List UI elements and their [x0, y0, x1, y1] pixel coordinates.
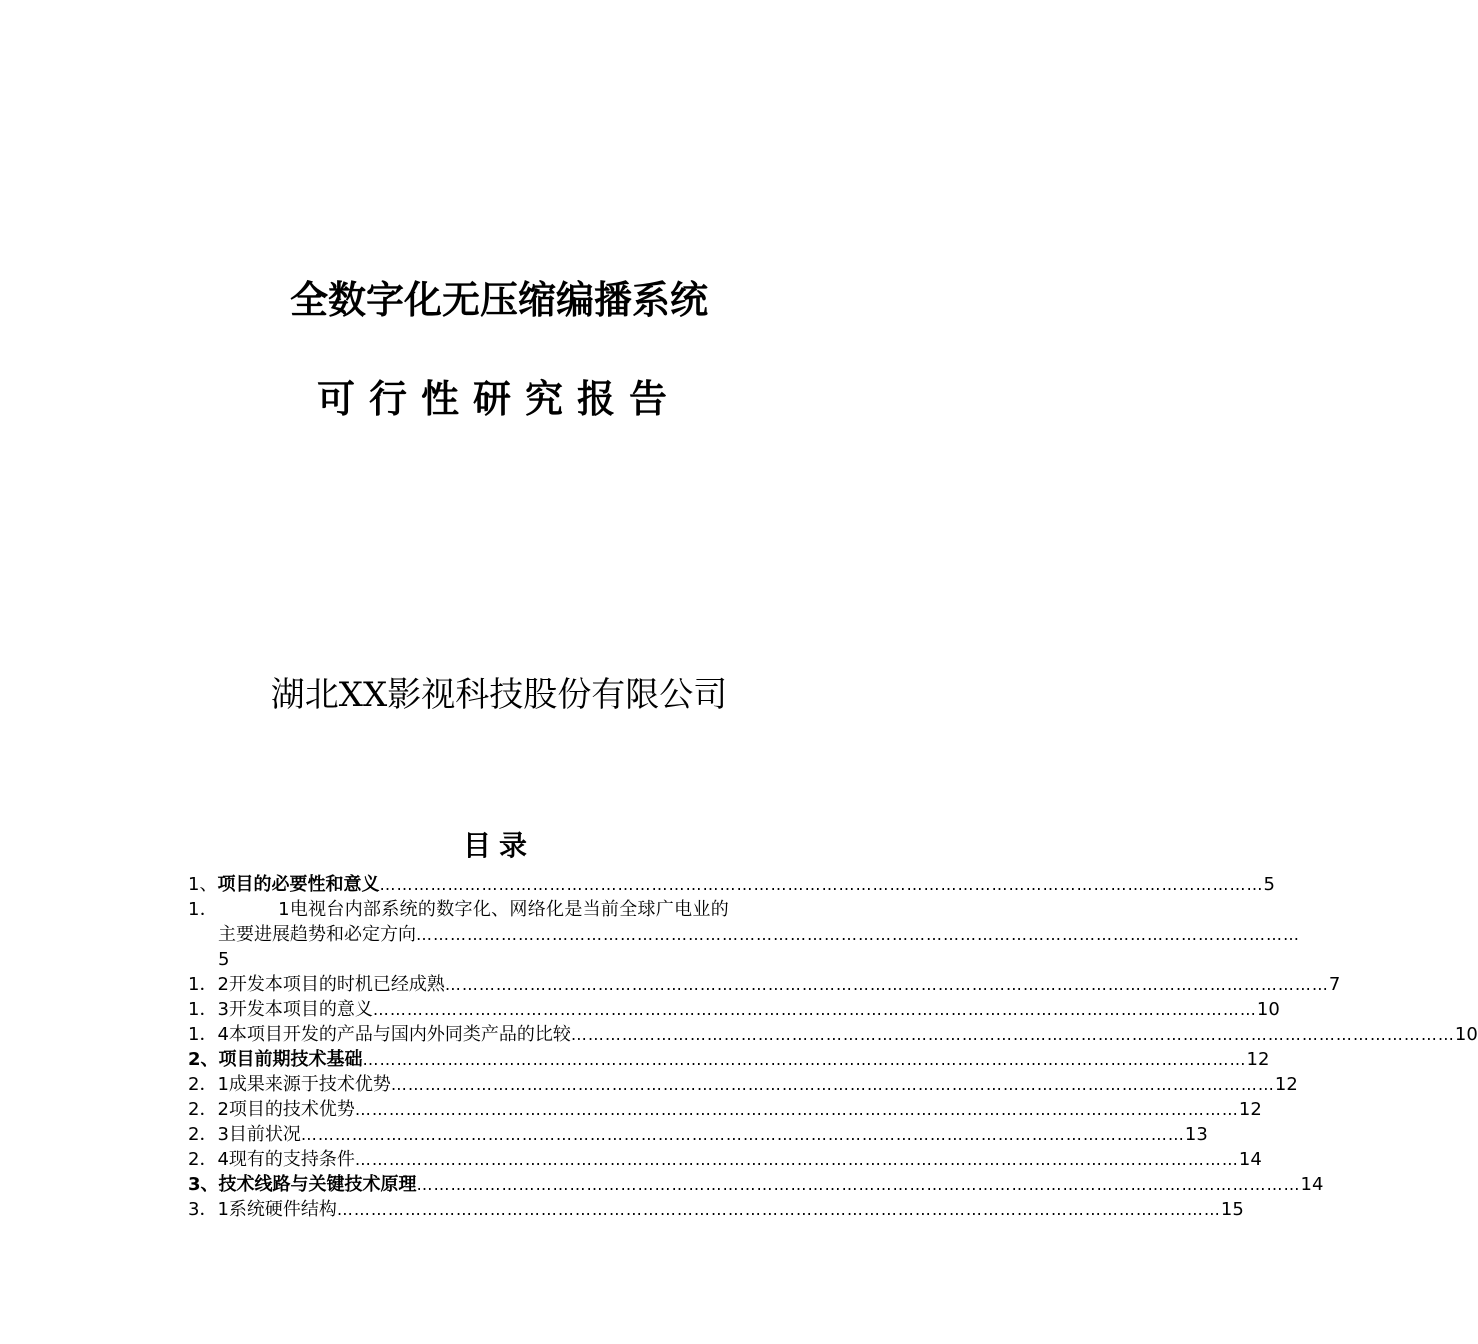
toc-entry-number: 2、 — [188, 1049, 219, 1070]
company-name: 湖北XX影视科技股份有限公司 — [270, 675, 728, 715]
document-title: 全数字化无压缩编播系统 — [289, 278, 708, 322]
toc-page-number: 10 — [1454, 1024, 1478, 1045]
toc-entry-text: 1电视台内部系统的数字化、网络化是当前全球广电业的 — [278, 899, 730, 920]
toc-entry[interactable] — [188, 1072, 1298, 1097]
toc-entry-number: 2． — [188, 1099, 218, 1120]
toc-leader: ………………………………………………………………………………………………………………………………………… — [390, 1075, 1275, 1094]
toc-entry-text: 技术线路与关键技术原理 — [218, 1174, 417, 1195]
toc-entry[interactable] — [188, 1122, 1208, 1147]
toc-page-number: 12 — [1274, 1074, 1298, 1095]
toc-leader: ………………………………………………………………………………………………………………………………………… — [444, 975, 1329, 994]
toc-page-number: 14 — [1238, 1149, 1262, 1170]
toc-entry[interactable] — [188, 897, 1300, 972]
toc-leader: ………………………………………………………………………………………………………………………………………… — [372, 1000, 1257, 1019]
toc-entry-number: 3、 — [188, 1174, 219, 1195]
table-of-contents — [188, 872, 1478, 1222]
toc-entry[interactable] — [188, 1172, 1324, 1197]
toc-leader: ………………………………………………………………………………………………………………………………………… — [416, 925, 1300, 944]
toc-leader: ………………………………………………………………………………………………………………………………………… — [379, 875, 1264, 894]
toc-entry-number: 1、 — [188, 874, 218, 895]
toc-entry-text: 3目前状况 — [217, 1124, 301, 1145]
toc-entry-number: 3． — [188, 1199, 218, 1220]
toc-page-number: 12 — [1246, 1049, 1270, 1070]
toc-entry-text: 3开发本项目的意义 — [217, 999, 373, 1020]
toc-page-number: 13 — [1184, 1124, 1208, 1145]
toc-entry-number: 2． — [188, 1149, 218, 1170]
toc-leader: ………………………………………………………………………………………………………………………………………… — [570, 1025, 1455, 1044]
toc-entry[interactable] — [188, 1097, 1262, 1122]
document-subtitle: 可行性研究报告 — [316, 377, 681, 421]
toc-entry-number: 1． — [188, 1024, 218, 1045]
toc-entry-number: 1． — [188, 974, 218, 995]
toc-entry-text: 1系统硬件结构 — [217, 1199, 337, 1220]
toc-entry[interactable] — [188, 972, 1341, 997]
toc-page-number: 5 — [218, 949, 230, 970]
toc-leader: ………………………………………………………………………………………………………………………………………… — [300, 1125, 1185, 1144]
toc-entry-number: 1． — [188, 899, 219, 920]
toc-entry[interactable] — [188, 1047, 1270, 1072]
toc-page-number: 15 — [1220, 1199, 1244, 1220]
toc-entry-number: 2． — [188, 1124, 218, 1145]
toc-page-number: 5 — [1263, 874, 1275, 895]
toc-entry-number: 1． — [188, 999, 218, 1020]
toc-page-number: 10 — [1256, 999, 1280, 1020]
toc-entry-number: 2． — [188, 1074, 218, 1095]
toc-entry-text: 4本项目开发的产品与国内外同类产品的比较 — [217, 1024, 571, 1045]
toc-entry-text-continued: 主要进展趋势和必定方向 — [218, 924, 416, 945]
toc-entry[interactable] — [188, 872, 1275, 897]
toc-page-number: 7 — [1328, 974, 1341, 995]
toc-entry-text: 2项目的技术优势 — [217, 1099, 355, 1120]
toc-leader: ………………………………………………………………………………………………………………………………………… — [336, 1200, 1221, 1219]
toc-heading: 目录 — [462, 829, 535, 862]
toc-leader: ………………………………………………………………………………………………………………………………………… — [362, 1050, 1247, 1069]
toc-entry-text: 2开发本项目的时机已经成熟 — [217, 974, 445, 995]
toc-entry-text: 项目前期技术基础 — [218, 1049, 363, 1070]
toc-entry-text: 1成果来源于技术优势 — [217, 1074, 391, 1095]
toc-entry[interactable] — [188, 1022, 1478, 1047]
toc-entry[interactable] — [188, 1197, 1244, 1222]
toc-page-number: 14 — [1300, 1174, 1324, 1195]
toc-leader: ………………………………………………………………………………………………………………………………………… — [416, 1175, 1301, 1194]
toc-leader: ………………………………………………………………………………………………………………………………………… — [354, 1150, 1239, 1169]
toc-entry[interactable] — [188, 997, 1280, 1022]
toc-entry-text: 4现有的支持条件 — [217, 1149, 355, 1170]
toc-entry-text: 项目的必要性和意义 — [217, 874, 380, 895]
toc-page-number: 12 — [1238, 1099, 1262, 1120]
toc-leader: ………………………………………………………………………………………………………………………………………… — [354, 1100, 1239, 1119]
toc-entry[interactable] — [188, 1147, 1262, 1172]
